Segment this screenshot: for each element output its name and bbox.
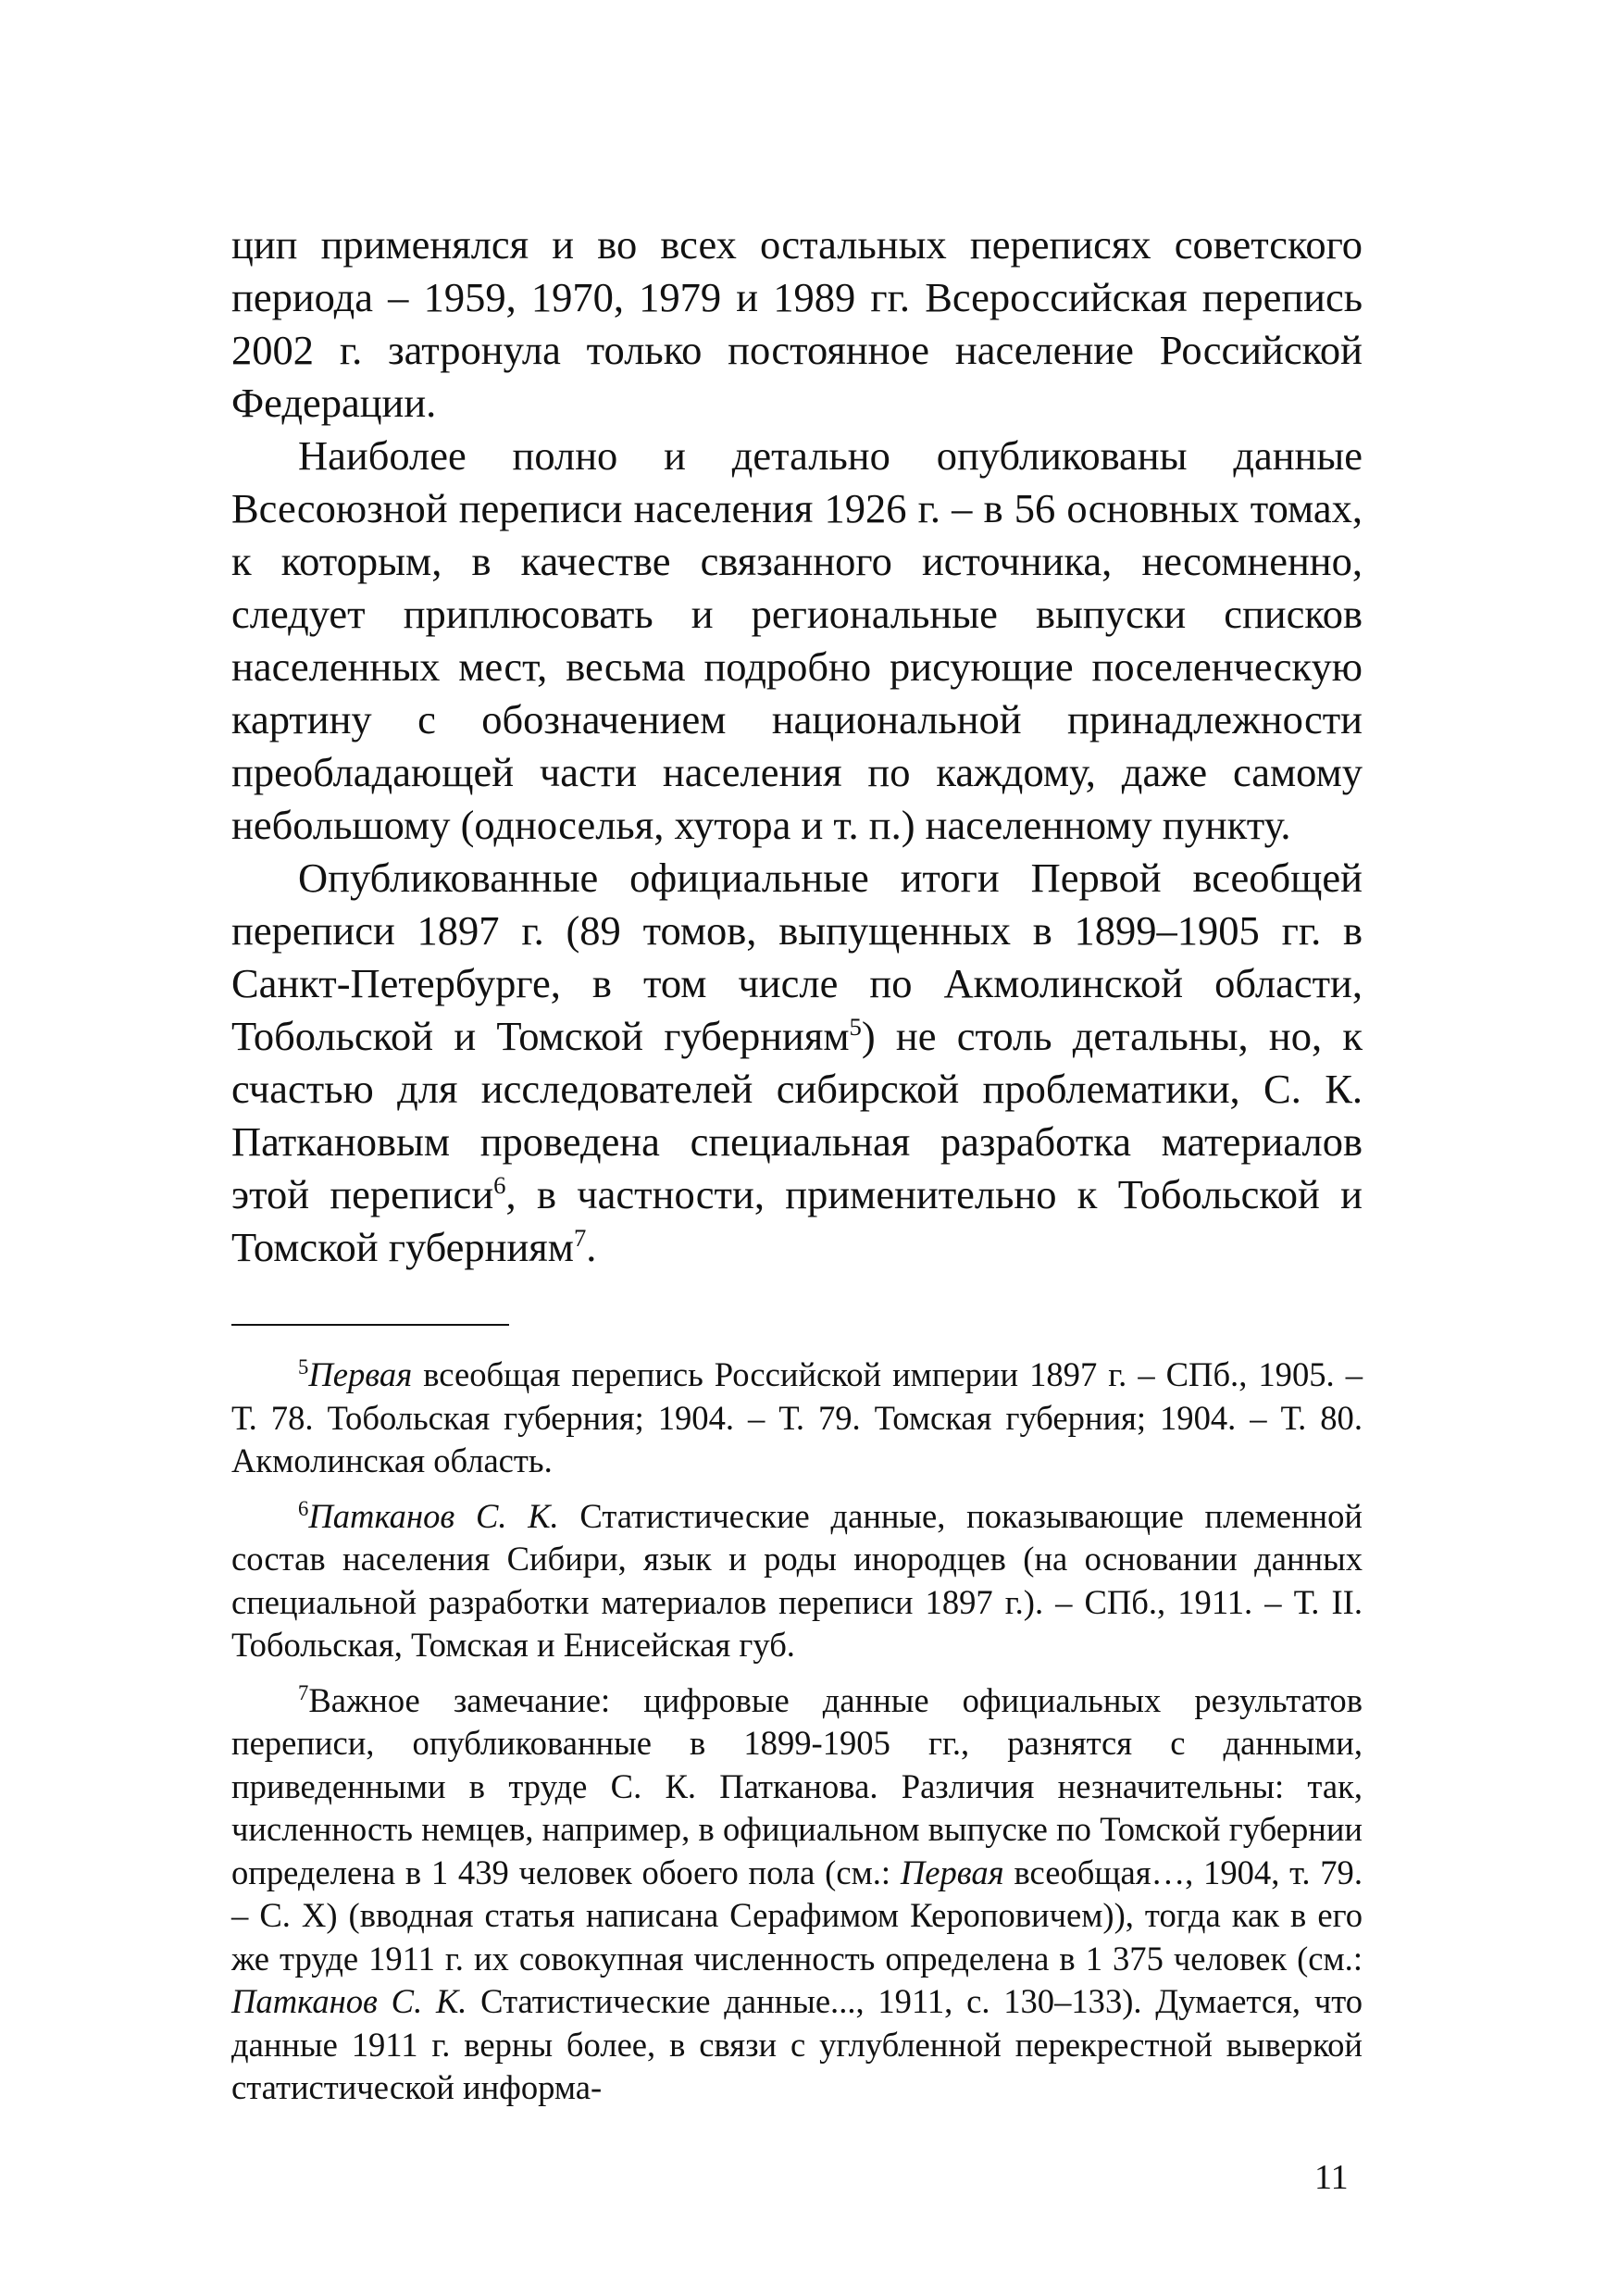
footnote-6-number: 6 bbox=[298, 1496, 309, 1520]
footnote-6-text: Статистические данные, показывающие племенной состав населения Сибири, язык и роды инородцев (на основании данных специальной разработки материалов переписи 1897 г.). – СПб., 1911. – Т. II. Тобольская, Томская и Енисейская губ. bbox=[231, 1496, 1363, 1664]
paragraph-3-part-c: , в частности, применительно к Тобольской и Томской губерниям bbox=[231, 1171, 1363, 1270]
footnote-7-italic-1: Первая bbox=[900, 1853, 1004, 1891]
footnote-7-number: 7 bbox=[298, 1680, 309, 1704]
footnote-6 bbox=[231, 1495, 1363, 1667]
footnote-5-italic: Первая bbox=[308, 1355, 413, 1393]
footnote-7-text-2: всеобщая…, 1904, т. 79. – С. X) (вводная статья написана Серафимом Кероповичем)), тогда как в его же труде 1911 г. их совокупная численность определена в 1 375 человек (см.: bbox=[231, 1853, 1363, 1978]
paragraph-1: цип применялся и во всех остальных переписях советского периода – 1959, 1970, 1979 и 1989 гг. Всероссийская перепись 2002 г. затронула только постоянное население Российской Федерации. bbox=[231, 221, 1363, 426]
footnote-ref-6[interactable]: 6 bbox=[493, 1171, 506, 1200]
paragraph-3-part-d: . bbox=[586, 1224, 597, 1270]
footnote-ref-5[interactable]: 5 bbox=[849, 1013, 862, 1042]
footnote-6-italic: Патканов С. К. bbox=[308, 1496, 559, 1535]
footnote-7 bbox=[231, 1679, 1363, 2110]
footnotes bbox=[231, 1354, 1363, 2110]
main-text bbox=[231, 218, 1363, 1274]
page-number: 11 bbox=[1314, 2158, 1349, 2197]
footnote-7-text-3: Статистические данные..., 1911, с. 130–133). Думается, что данные 1911 г. верны более, в связи с углубленной перекрестной выверкой статистической информа- bbox=[231, 1982, 1363, 2106]
footnote-5-text: всеобщая перепись Российской империи 1897 г. – СПб., 1905. – Т. 78. Тобольская губерния; 1904. – Т. 79. Томская губерния; 1904. – Т. 80. Акмолинская область. bbox=[231, 1355, 1363, 1479]
footnote-ref-7[interactable]: 7 bbox=[573, 1224, 587, 1253]
footnote-5-number: 5 bbox=[298, 1354, 309, 1379]
paragraph-3-part-b: ) не столь детальны, но, к счастью для исследователей сибирской проблематики, С. К. Паткановым проведена специальная разработка материалов этой переписи bbox=[231, 1013, 1363, 1217]
footnote-separator bbox=[231, 1324, 509, 1326]
paragraph-2: Наиболее полно и детально опубликованы данные Всесоюзной переписи населения 1926 г. – в 56 основных томах, к которым, в качестве связанного источника, несомненно, следует приплюсовать и региональные выпуски списков населенных мест, весьма подробно рисующие поселенческую картину с обозначением национальной принадлежности преобладающей части населения по каждому, даже самому небольшому (односелья, хутора и т. п.) населенному пункту. bbox=[231, 432, 1363, 848]
footnote-7-text-1: Важное замечание: цифровые данные официальных результатов переписи, опубликованные в 1899-1905 гг., разнятся с данными, приведенными в труде С. К. Патканова. Различия незначительны: так, численность немцев, например, в официальном выпуске по Томской губернии определена в 1 439 человек обоего пола (см.: bbox=[231, 1680, 1363, 1891]
footnote-7-italic-2: Патканов С. К. bbox=[231, 1982, 467, 2020]
page-content bbox=[231, 218, 1363, 2122]
footnote-5 bbox=[231, 1354, 1363, 1483]
paragraph-3-part-a: Опубликованные официальные итоги Первой всеобщей переписи 1897 г. (89 томов, выпущенных в 1899–1905 гг. в Санкт-Петербурге, в том числе по Акмолинской области, Тобольской и Томской губерниям bbox=[231, 855, 1363, 1059]
paragraph-3 bbox=[231, 852, 1363, 1274]
